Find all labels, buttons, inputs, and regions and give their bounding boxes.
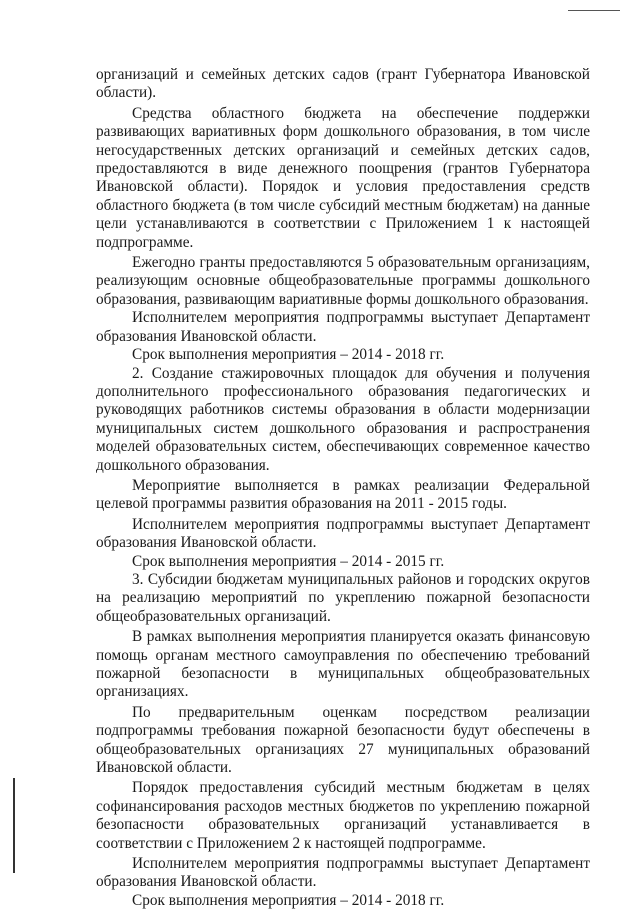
paragraph-item-3: 3. Субсидии бюджетам муниципальных районов и городских округов на реализацию мероприятий по укреплению пожарной безопасности общеобразовательных организаций.: [96, 570, 590, 625]
paragraph-federal-program: Мероприятие выполняется в рамках реализации Федеральной целевой программы развития образования на 2011 - 2015 годы.: [96, 476, 590, 513]
paragraph-executor-1: Исполнителем мероприятия подпрограммы выступает Департамент образования Ивановской области.: [96, 309, 590, 345]
paragraph-executor-2: Исполнителем мероприятия подпрограммы выступает Департамент образования Ивановской области.: [96, 515, 590, 552]
paragraph-term-3: Срок выполнения мероприятия – 2014 - 2018 гг.: [132, 891, 445, 909]
paragraph-term-2: Срок выполнения мероприятия – 2014 - 2015 гг.: [132, 552, 445, 570]
paragraph-subsidy-order: Порядок предоставления субсидий местным бюджетам в целях софинансирования расходов местных бюджетов по укреплению пожарной безопасности образовательных организаций устанавливается в соответствии с Приложением 2 к настоящей подпрограмме.: [96, 779, 590, 852]
scan-edge-mark-left: [13, 778, 15, 873]
paragraph-continuation: организаций и семейных детских садов (грант Губернатора Ивановской области).: [96, 66, 590, 102]
document-body: [96, 66, 590, 910]
paragraph-financial-aid: В рамках выполнения мероприятия планируется оказать финансовую помощь органам местного самоуправления по обеспечению требований пожарной безопасности в муниципальных общеобразовательных организациях.: [96, 628, 590, 701]
paragraph-item-2: 2. Создание стажировочных площадок для обучения и получения дополнительного профессионального образования педагогических и руководящих работников системы образования в области модернизации муниципальных систем дошкольного образования и распространения моделей образовательных систем, обеспечивающих современное качество дошкольного образования.: [96, 364, 590, 474]
paragraph-annual-grants: Ежегодно гранты предоставляются 5 образовательным организациям, реализующим основные общеобразовательные программы дошкольного образования, развивающим вариативные формы дошкольного образования.: [96, 254, 590, 308]
paragraph-grant-funding: Средства областного бюджета на обеспечение поддержки развивающих вариативных форм дошкольного образования, в том числе негосударственных детских организаций и семейных детских садов, предоставляются в виде денежного поощрения (грантов Губернатора Ивановской области). Порядок и условия предоставления средств областного бюджета (в том числе субсидий местным бюджетам) на данные цели устанавливаются в соответствии с Приложением 1 к настоящей подпрограмме.: [96, 104, 590, 251]
paragraph-executor-3: Исполнителем мероприятия подпрограммы выступает Департамент образования Ивановской области.: [96, 855, 590, 891]
paragraph-term-1: Срок выполнения мероприятия – 2014 - 2018 гг.: [132, 346, 445, 364]
paragraph-estimates: По предварительным оценкам посредством реализации подпрограммы требования пожарной безопасности будут обеспечены в общеобразовательных организациях 27 муниципальных образований Ивановской области.: [96, 703, 590, 777]
scan-edge-mark-top: [568, 10, 620, 11]
